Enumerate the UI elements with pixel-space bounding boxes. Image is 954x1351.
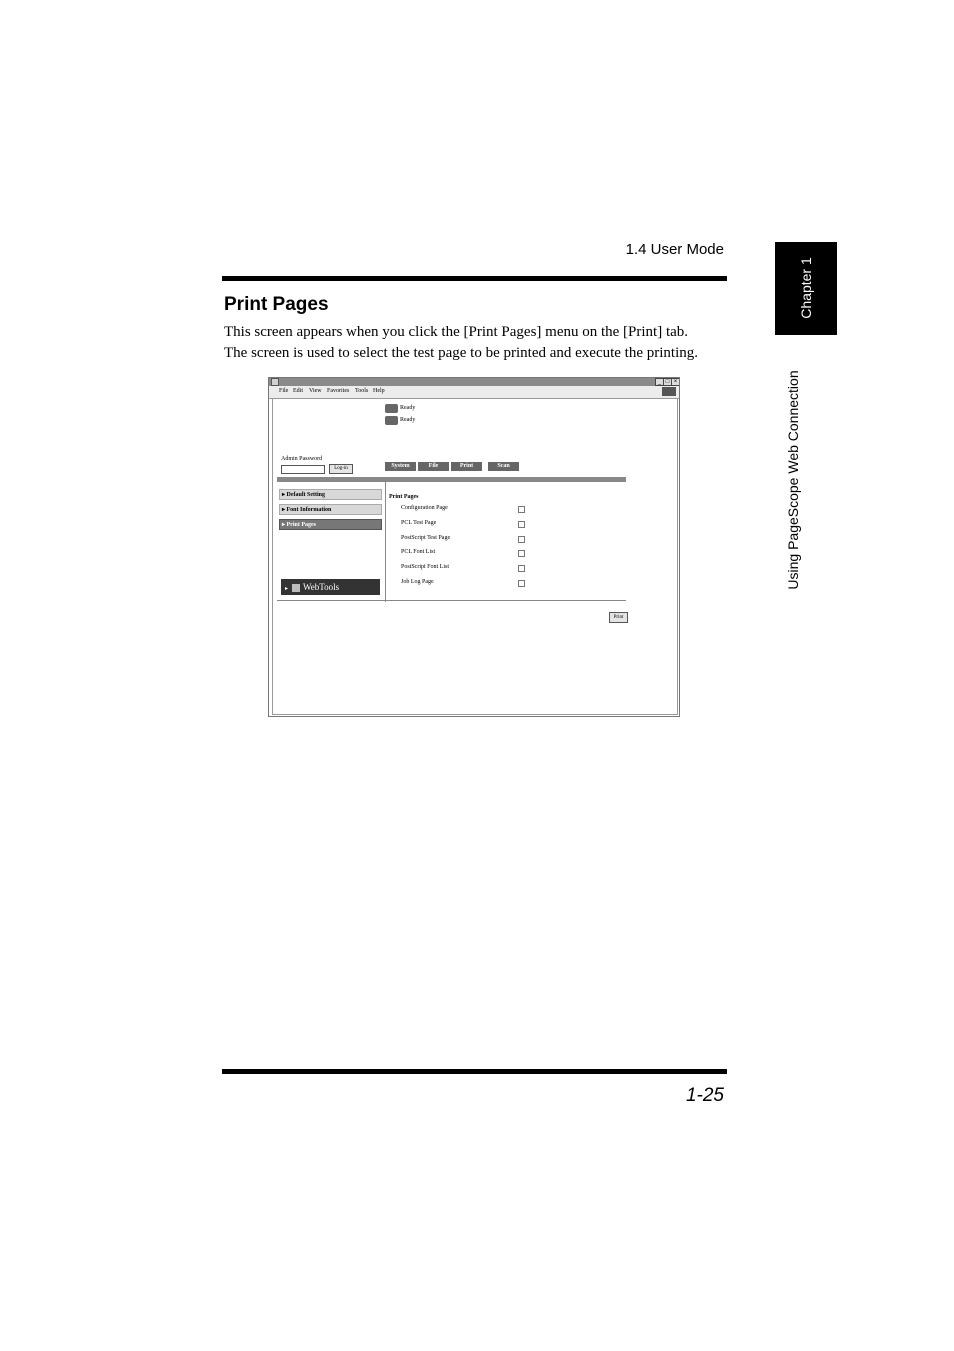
chapter-tab <box>775 242 837 335</box>
section-title: Print Pages <box>224 294 329 315</box>
webtools-logo[interactable] <box>281 579 380 595</box>
checkbox-configuration-page[interactable] <box>518 506 525 513</box>
sidebar-item-label: Font Information <box>286 507 332 513</box>
menu-edit[interactable]: Edit <box>293 388 303 394</box>
sidebar-item-label: Print Pages <box>286 522 317 528</box>
side-running-title: Using PageScope Web Connection <box>785 370 801 590</box>
screenshot-figure <box>268 377 680 717</box>
login-button[interactable]: Log-in <box>329 464 353 474</box>
option-pcl-font-list: PCL Font List <box>401 549 436 555</box>
option-postscript-font-list: PostScript Font List <box>401 564 450 570</box>
checkbox-postscript-test-page[interactable] <box>518 536 525 543</box>
paragraph-line-2: The screen is used to select the test page to be printed and execute the printing. <box>224 345 699 361</box>
column-divider <box>385 482 386 602</box>
printer-icon <box>385 404 398 413</box>
sidebar-item-default-setting[interactable]: ▸ Default Setting <box>279 489 382 500</box>
header-rule <box>222 276 727 281</box>
disclosure-arrow-icon: ▸ <box>285 586 289 592</box>
menu-tools[interactable]: Tools <box>355 388 369 394</box>
menu-help[interactable]: Help <box>373 388 385 394</box>
tab-underline-bar <box>277 477 626 482</box>
header-section-title: 1.4 User Mode <box>625 241 724 258</box>
menu-favorites[interactable]: Favorites <box>327 388 350 394</box>
checkbox-pcl-test-page[interactable] <box>518 521 525 528</box>
sidebar-item-font-information[interactable]: ▸ Font Information <box>279 504 382 515</box>
scanner-icon <box>385 416 398 425</box>
webtools-label: WebTools <box>303 582 340 592</box>
print-button[interactable]: Print <box>609 612 628 623</box>
chapter-tab-label: Chapter 1 <box>798 257 814 319</box>
tab-print[interactable]: Print <box>451 462 482 471</box>
maximize-button[interactable]: □ <box>663 378 672 386</box>
webtools-icon <box>292 584 300 592</box>
menu-view[interactable]: View <box>309 388 322 394</box>
page-number: 1-25 <box>685 1085 724 1106</box>
browser-logo-icon <box>662 387 676 396</box>
scanner-status: Ready <box>400 417 416 423</box>
tab-file[interactable]: File <box>418 462 449 471</box>
checkbox-job-log-page[interactable] <box>518 580 525 587</box>
admin-password-input[interactable] <box>281 465 325 474</box>
option-pcl-test-page: PCL Test Page <box>401 520 437 526</box>
sidebar-item-print-pages[interactable]: ▸ Print Pages <box>279 519 382 530</box>
browser-content <box>272 398 678 715</box>
paragraph-line-1: This screen appears when you click the [Print Pages] menu on the [Print] tab. <box>224 324 689 340</box>
minimize-button[interactable]: _ <box>655 378 664 386</box>
content-title: Print Pages <box>389 494 419 500</box>
close-button[interactable]: × <box>671 378 680 386</box>
window-titlebar <box>269 378 679 386</box>
checkbox-postscript-font-list[interactable] <box>518 565 525 572</box>
option-configuration-page: Configuration Page <box>401 505 448 511</box>
tab-system[interactable]: System <box>385 462 416 471</box>
tab-scan[interactable]: Scan <box>488 462 519 471</box>
content-divider <box>277 600 626 601</box>
admin-password-label: Admin Password <box>281 456 323 462</box>
sidebar-item-label: Default Setting <box>286 492 326 498</box>
menu-file[interactable]: File <box>279 388 289 394</box>
option-job-log-page: Job Log Page <box>401 579 434 585</box>
checkbox-pcl-font-list[interactable] <box>518 550 525 557</box>
option-postscript-test-page: PostScript Test Page <box>401 535 451 541</box>
printer-status: Ready <box>400 405 416 411</box>
footer-rule <box>222 1069 727 1074</box>
app-icon <box>271 378 279 386</box>
